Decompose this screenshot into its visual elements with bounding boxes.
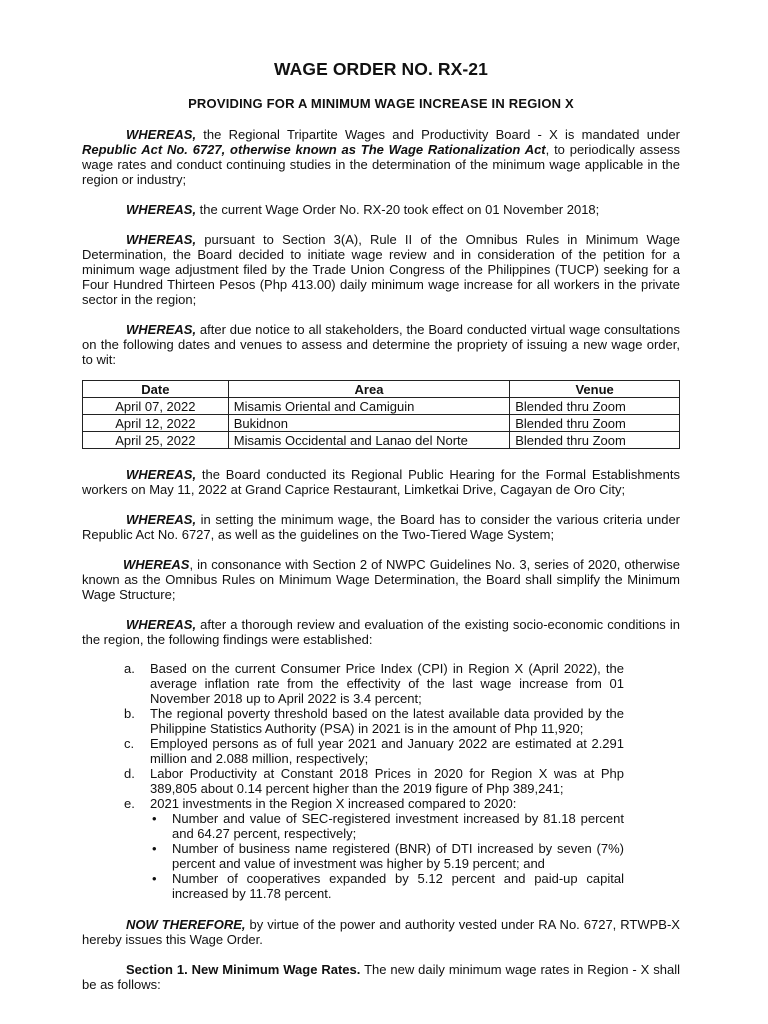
- list-item: e. 2021 investments in the Region X increased compared to 2020: • Number and value of SEC-registered investment increased by 81.18 percent and 64.27 percent, respectively; • Number of business name registered (BNR) of DTI increased by seven (7%) percent and value of investment was higher by 5.19 percent; and • Number of cooperatives expanded by 5.12 percent and paid-up capital increased by 11.78 percent.: [124, 796, 624, 901]
- list-item: a. Based on the current Consumer Price Index (CPI) in Region X (April 2022), the average inflation rate from the effectivity of the last wage increase from 01 November 2018 up to April 2022 is 3.4 percent;: [124, 661, 624, 706]
- bullet-item: • Number of business name registered (BNR) of DTI increased by seven (7%) percent and value of investment was higher by 5.19 percent; and: [152, 841, 624, 871]
- cell-date: April 07, 2022: [83, 398, 229, 415]
- wage-order-document: [82, 58, 680, 992]
- section-1-paragraph: Section 1. New Minimum Wage Rates. The new daily minimum wage rates in Region - X shall be as follows:: [82, 962, 680, 992]
- bullet-icon: •: [152, 841, 157, 856]
- bullet-item: • Number of cooperatives expanded by 5.12 percent and paid-up capital increased by 11.78 percent.: [152, 871, 624, 901]
- cell-area: Bukidnon: [228, 415, 510, 432]
- column-header-date: Date: [83, 381, 229, 398]
- page-title: WAGE ORDER NO. RX-21: [274, 59, 488, 79]
- section-1-heading: Section 1. New Minimum Wage Rates.: [126, 962, 361, 977]
- bullet-icon: •: [152, 811, 157, 826]
- table-row: [83, 398, 680, 415]
- bullet-item: • Number and value of SEC-registered investment increased by 81.18 percent and 64.27 percent, respectively;: [152, 811, 624, 841]
- cell-venue: Blended thru Zoom: [510, 398, 680, 415]
- cell-area: Misamis Occidental and Lanao del Norte: [228, 432, 510, 449]
- list-marker: e.: [124, 796, 135, 811]
- whereas-label: WHEREAS,: [126, 127, 197, 142]
- whereas-label: WHEREAS,: [126, 322, 197, 337]
- whereas-label: WHEREAS,: [126, 512, 197, 527]
- cell-date: April 12, 2022: [83, 415, 229, 432]
- whereas-label: WHEREAS,: [126, 202, 197, 217]
- table-row: [83, 415, 680, 432]
- whereas-paragraph-6: WHEREAS, in setting the minimum wage, the Board has to consider the various criteria under Republic Act No. 6727, as well as the guidelines on the Two-Tiered Wage System;: [82, 512, 680, 542]
- whereas-paragraph-1: WHEREAS, the Regional Tripartite Wages and Productivity Board - X is mandated under Republic Act No. 6727, otherwise known as The Wage Rationalization Act, to periodically assess wage rates and conduct continuing studies in the determination of the minimum wage applicable in the region or industry;: [82, 127, 681, 187]
- whereas-paragraph-8: WHEREAS, after a thorough review and evaluation of the existing socio-economic conditions in the region, the following findings were established:: [82, 617, 680, 647]
- now-therefore-paragraph: NOW THEREFORE, by virtue of the power and authority vested under RA No. 6727, RTWPB-X hereby issues this Wage Order.: [82, 917, 680, 947]
- whereas-paragraph-7: WHEREAS, in consonance with Section 2 of NWPC Guidelines No. 3, series of 2020, otherwise known as the Omnibus Rules on Minimum Wage Determination, the Board shall simplify the Minimum Wage Structure;: [82, 557, 680, 602]
- column-header-venue: Venue: [510, 381, 680, 398]
- page-subtitle: PROVIDING FOR A MINIMUM WAGE INCREASE IN REGION X: [188, 96, 574, 111]
- cell-date: April 25, 2022: [83, 432, 229, 449]
- list-marker: b.: [124, 706, 135, 721]
- consultation-table: [82, 380, 680, 449]
- list-item: c. Employed persons as of full year 2021 and January 2022 are estimated at 2.291 million and 2.088 million, respectively;: [124, 736, 624, 766]
- whereas-label: WHEREAS,: [126, 617, 197, 632]
- list-marker: d.: [124, 766, 135, 781]
- column-header-area: Area: [228, 381, 510, 398]
- whereas-label: WHEREAS,: [126, 467, 197, 482]
- whereas-label: WHEREAS: [123, 557, 190, 572]
- whereas-paragraph-4: WHEREAS, after due notice to all stakeholders, the Board conducted virtual wage consultations on the following dates and venues to assess and determine the propriety of issuing a new wage order, to wit:: [82, 322, 680, 367]
- table-header-row: [83, 381, 680, 398]
- list-marker: a.: [124, 661, 135, 676]
- table-row: [83, 432, 680, 449]
- whereas-paragraph-2: WHEREAS, the current Wage Order No. RX-20 took effect on 01 November 2018;: [126, 202, 600, 217]
- list-item: b. The regional poverty threshold based on the latest available data provided by the Philippine Statistics Authority (PSA) in 2021 is in the amount of Php 11,920;: [124, 706, 624, 736]
- list-item: d. Labor Productivity at Constant 2018 Prices in 2020 for Region X was at Php 389,805 about 0.14 percent higher than the 2019 figure of Php 389,241;: [124, 766, 624, 796]
- bullet-icon: •: [152, 871, 157, 886]
- republic-act-reference: Republic Act No. 6727, otherwise known as The Wage Rationalization Act: [82, 142, 546, 157]
- cell-venue: Blended thru Zoom: [510, 415, 680, 432]
- cell-venue: Blended thru Zoom: [510, 432, 680, 449]
- whereas-paragraph-5: WHEREAS, the Board conducted its Regional Public Hearing for the Formal Establishments workers on May 11, 2022 at Grand Caprice Restaurant, Limketkai Drive, Cagayan de Oro City;: [82, 467, 680, 497]
- list-marker: c.: [124, 736, 135, 751]
- whereas-paragraph-3: WHEREAS, pursuant to Section 3(A), Rule II of the Omnibus Rules in Minimum Wage Determination, the Board decided to initiate wage review and in consideration of the petition for a minimum wage adjustment filed by the Trade Union Congress of the Philippines (TUCP) seeking for a Four Hundred Thirteen Pesos (Php 413.00) daily minimum wage increase for all workers in the private sector in the region;: [82, 232, 680, 307]
- investment-bullets: [150, 811, 624, 901]
- whereas-label: WHEREAS,: [126, 232, 197, 247]
- cell-area: Misamis Oriental and Camiguin: [228, 398, 510, 415]
- findings-list: [82, 661, 680, 901]
- now-therefore-label: NOW THEREFORE,: [126, 917, 246, 932]
